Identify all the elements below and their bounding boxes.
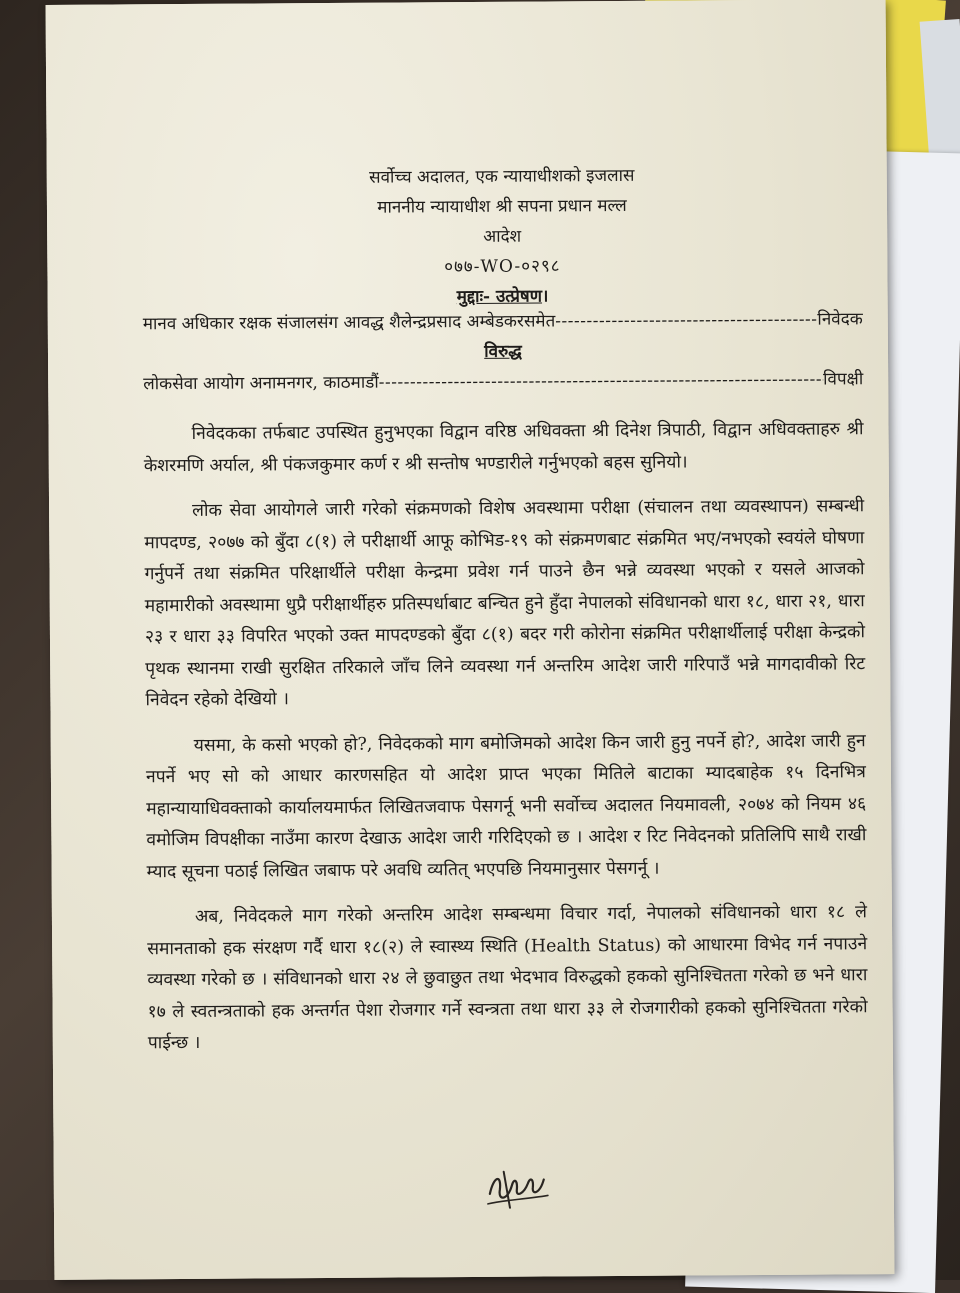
respondent-role: विपक्षी (823, 369, 864, 390)
paragraph-petition: लोक सेवा आयोगले जारी गरेको संक्रमणको विशेष अवस्थामा परीक्षा (संचालन तथा व्यवस्थापन) सम्बन्धी मापदण्ड, २०७७ को बुँदा ८(१) ले परीक्षार्थी आफू कोभिड-१९ को संक्रमणबाट संक्रमित भए/नभएको स्वयंले घोषणा गर्नुपर्ने तथा संक्रमित परिक्षार्थीले परीक्षा केन्द्रमा प्रवेश गर्न पाउने छैन भन्ने व्यवस्था भएको र यसले आजको महामारीको अवस्थामा धुप्रै परीक्षार्थीहरु प्रतिस्पर्धाबाट बन्चित हुने हुँदा नेपालको संविधानको धारा १८, धारा २१, धारा २३ र धारा ३३ विपरित भएको उक्त मापदण्डको बुँदा ८(१) बदर गरी कोरोना संक्रमित परीक्षार्थीलाई परीक्षा केन्द्रको पृथक स्थानमा राखी सुरक्षित तरिकाले जाँच लिने व्यवस्था गर्न अन्तरिम आदेश जारी गरिपाउँ भन्ने मागदावीको रिट निवेदन रहेको देखियो । (144, 496, 866, 711)
paragraph-interim: अब, निवेदकले माग गरेको अन्तरिम आदेश सम्बन्धमा विचार गर्दा, नेपालको संविधानको धारा १८ ले समानताको हक संरक्षण गर्दै धारा १८(२) ले स्वास्थ्य स्थिति (Health Status) को आधारमा विभेद गर्न नपाउने व्यवस्था गरेको छ । संविधानको धारा २४ ले छुवाछुत तथा भेदभाव विरुद्धको हकको सुनिश्चितता गरेको छ भने धारा १७ ले स्वतन्त्रताको हक अन्तर्गत पेशा रोजगार गर्ने स्वन्त्रता तथा धारा ३३ ले रोजगारीको हकको सुनिश्चितता गरेको पाईन्छ । (147, 902, 868, 1054)
document-type: आदेश (483, 226, 522, 247)
petitioner-name: मानव अधिकार रक्षक संजालसंग आवद्ध शैलेन्द्रप्रसाद अम्बेडकरसमेत (142, 311, 556, 335)
versus-heading: विरुद्ध (484, 341, 522, 362)
paragraph-show-cause: यसमा, के कसो भएको हो?, निवेदकको माग बमोजिमको आदेश किन जारी हुनु नपर्ने हो?, आदेश जारी हुन नपर्ने भए सो को आधार कारणसहित यो आदेश प्राप्त भएका मितिले बाटाका म्यादबाहेक १५ दिनभित्र महान्यायाधिवक्ताको कार्यालयमार्फत लिखितजवाफ पेसगर्नू भनी सर्वोच्च अदालत नियमावली, २०७४ को नियम ४६ वमोजिम विपक्षीका नाउँमा कारण देखाऊ आदेश जारी गरिदिएको छ । आदेश र रिट निवेदनको प्रतिलिपि साथै राखी म्याद सूचना पठाई लिखित जबाफ परे अवधि व्यतित् भएपछि नियमानुसार पेसगर्नू । (145, 730, 867, 882)
document-header (142, 159, 863, 284)
petitioner-line (143, 304, 863, 339)
respondent-line (143, 364, 863, 399)
respondent-name: लोकसेवा आयोग अनामनगर, काठमाडौं (143, 372, 379, 395)
case-subject-label: मुद्दाः- उत्प्रेषण (456, 286, 543, 308)
case-number: ०७७-WO-०२९८ (444, 256, 561, 278)
document-body (142, 159, 868, 1060)
dash-leader (555, 305, 817, 337)
signature-mark (484, 1163, 554, 1211)
case-subject-end: । (541, 286, 549, 307)
paragraph-hearing: निवेदकका तर्फबाट उपस्थित हुनुभएका विद्वान वरिष्ठ अधिवक्ता श्री दिनेश त्रिपाठी, विद्वान अधिवक्ताहरु श्री केशरमणि अर्याल, श्री पंकजकुमार कर्ण र श्री सन्तोष भण्डारीले गर्नुभएको बहस सुनियो। (143, 419, 864, 476)
dash-leader (379, 365, 824, 398)
judge-name: माननीय न्यायाधीश श्री सपना प्रधान मल्ल (377, 195, 627, 218)
court-name: सर्वोच्च अदालत, एक न्यायाधीशको इजलास (368, 165, 635, 188)
petitioner-role: निवेदक (817, 309, 863, 330)
court-order-page (46, 0, 895, 1280)
